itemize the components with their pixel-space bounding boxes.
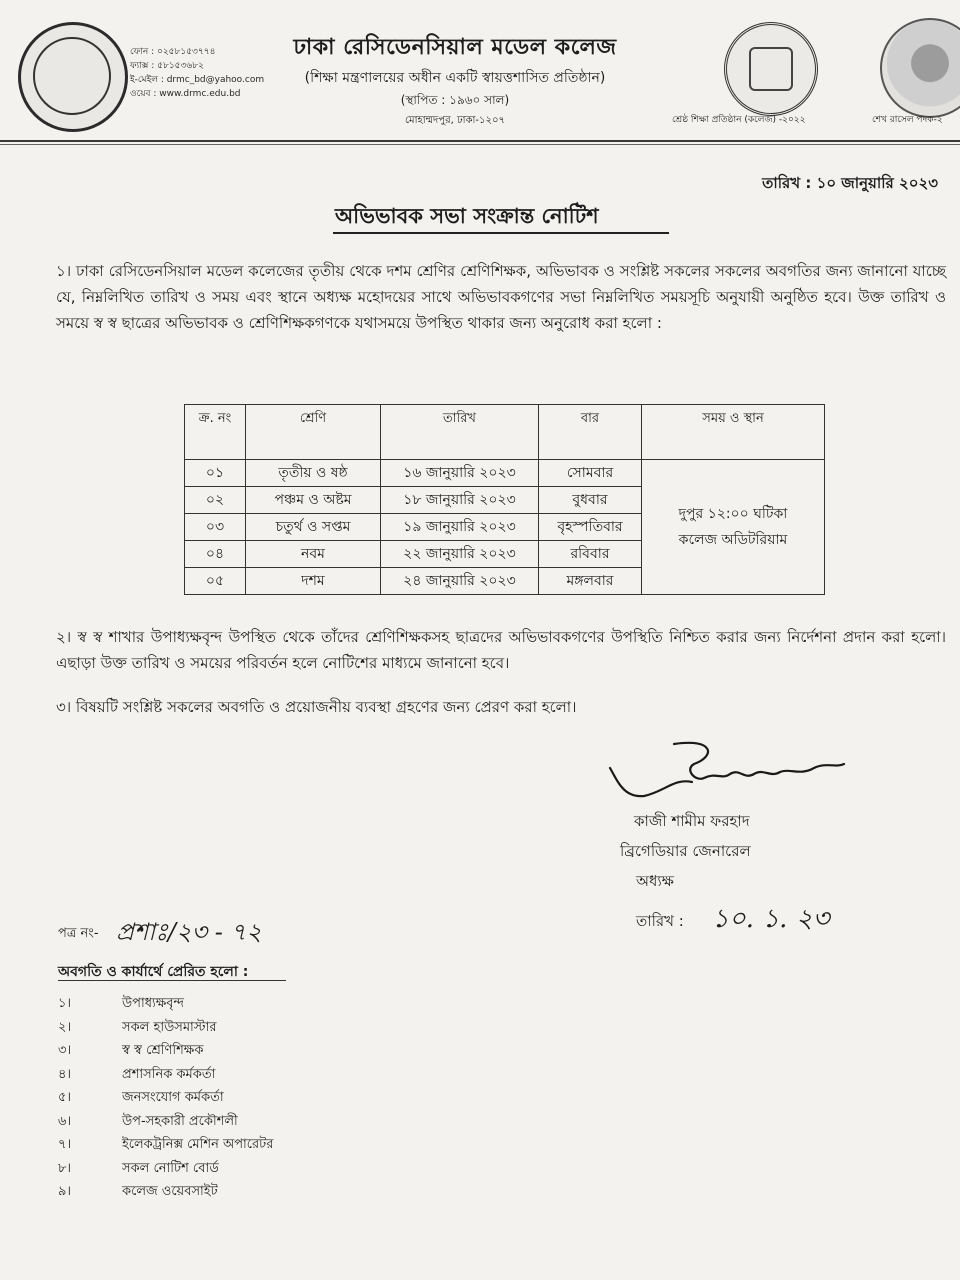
notice-date: তারিখ : ১০ জানুয়ারি ২০২৩ [762, 174, 938, 192]
cell-serial: ০২ [185, 487, 246, 514]
college-subtitle: (শিক্ষা মন্ত্রণালয়ের অধীন একটি স্বায়ত্তশাসিত প্রতিষ্ঠান) [304, 70, 606, 86]
item-number: ৮। [58, 1160, 72, 1176]
list-item [58, 1018, 273, 1042]
college-established: (স্থাপিত : ১৯৬০ সাল) [400, 93, 510, 107]
cell-date: ২৪ জানুয়ারি ২০২৩ [381, 568, 539, 595]
college-name: ঢাকা রেসিডেনসিয়াল মডেল কলেজ [293, 35, 617, 60]
item-number: ১। [58, 996, 72, 1011]
distribution-underline [58, 980, 286, 981]
list-item [58, 1088, 273, 1112]
cell-day: বৃহস্পতিবার [539, 514, 642, 541]
paragraph-2: ২। স্ব স্ব শাখার উপাধ্যক্ষবৃন্দ উপস্থিত থেকে তাঁদের শ্রেণিশিক্ষকসহ ছাত্রদের অভিভাবকগণের উপস্থিতি নিশ্চিত করার জন্য নির্দেশনা প্রদান করা হলো। এছাড়া উক্ত তারিখ ও সময়ের পরিবর্তন হলে নোটিশের মাধ্যমে জানানো হবে। [56, 628, 946, 672]
book-icon [749, 47, 793, 91]
paragraph-3: ৩। বিষয়টি সংশ্লিষ্ট সকলের অবগতি ও প্রয়োজনীয় ব্যবস্থা গ্রহণের জন্য প্রেরণ করা হলো। [56, 698, 577, 716]
cell-class: পঞ্চম ও অষ্টম [246, 487, 381, 514]
item-text: উপ-সহকারী প্রকৌশলী [122, 1113, 238, 1129]
contact-email: ই-মেইল : drmc_bd@yahoo.com [130, 75, 265, 85]
list-item [58, 1065, 273, 1089]
college-logo [18, 22, 128, 132]
time-text: দুপুর ১২:০০ ঘটিকা [678, 506, 788, 522]
item-number: ৯। [58, 1184, 72, 1199]
award-caption: শ্রেষ্ঠ শিক্ষা প্রতিষ্ঠান (কলেজ) -২০২২ [672, 115, 806, 125]
cell-class: দশম [246, 568, 381, 595]
item-text: প্রশাসনিক কর্মকর্তা [122, 1066, 216, 1082]
cell-class: নবম [246, 541, 381, 568]
list-item [58, 1159, 273, 1183]
header-time-place: সময় ও স্থান [642, 405, 825, 460]
item-number: ৪। [58, 1066, 72, 1082]
award-seal [724, 22, 818, 116]
list-item [58, 994, 273, 1018]
item-number: ২। [58, 1019, 72, 1035]
contact-web: ওয়েব : www.drmc.edu.bd [130, 89, 241, 99]
item-text: কলেজ ওয়েবসাইট [122, 1184, 218, 1199]
reference-number: প্রশাঃ/২৩ - ৭২ [116, 918, 262, 946]
list-item [58, 1112, 273, 1136]
header-divider-thin [0, 144, 960, 145]
item-number: ৭। [58, 1137, 72, 1152]
medal-caption: শেখ রাসেল পদক-২ [872, 115, 943, 125]
cell-date: ২২ জানুয়ারি ২০২৩ [381, 541, 539, 568]
signatory-name: কাজী শামীম ফরহাদ [634, 812, 750, 830]
header-date: তারিখ [381, 405, 539, 460]
cell-day: রবিবার [539, 541, 642, 568]
item-text: উপাধ্যক্ষবৃন্দ [122, 996, 184, 1011]
list-item [58, 1135, 273, 1159]
notice-title: অভিভাবক সভা সংক্রান্ত নোটিশ [335, 204, 599, 228]
item-text: স্ব স্ব শ্রেণিশিক্ষক [122, 1043, 204, 1058]
item-text: ইলেকট্রনিক্স মেশিন অপারেটর [122, 1137, 274, 1152]
reference-label: পত্র নং- [58, 926, 99, 941]
signatory-rank: ব্রিগেডিয়ার জেনারেল [620, 842, 751, 860]
cell-serial: ০৪ [185, 541, 246, 568]
cell-serial: ০১ [185, 460, 246, 487]
item-number: ৩। [58, 1043, 72, 1058]
signature-date-value: ১০. ১. ২৩ [712, 904, 830, 934]
cell-day: বুধবার [539, 487, 642, 514]
college-address: মোহাম্মদপুর, ঢাকা-১২০৭ [404, 115, 506, 126]
contact-fax: ফ্যাক্স : ৫৮১৫৩৬৮২ [130, 61, 204, 71]
table-header-row [185, 405, 825, 460]
signatory-post: অধ্যক্ষ [636, 872, 674, 890]
cell-time-place [642, 460, 825, 595]
cell-date: ১৮ জানুয়ারি ২০২৩ [381, 487, 539, 514]
contact-phone: ফোন : ০২৫৮১৫৩৭৭৪ [130, 47, 216, 57]
cell-serial: ০৩ [185, 514, 246, 541]
item-number: ৬। [58, 1113, 72, 1129]
schedule-table [184, 404, 825, 595]
contact-block [130, 45, 264, 101]
place-text: কলেজ অডিটরিয়াম [678, 532, 788, 548]
paragraph-1: ১। ঢাকা রেসিডেনসিয়াল মডেল কলেজের তৃতীয় থেকে দশম শ্রেণির শ্রেণিশিক্ষক, অভিভাবক ও সংশ্লিষ্ট সকলের সকলের অবগতির জন্য জানানো যাচ্ছে যে, নিম্নলিখিত তারিখ ও সময় এবং স্থানে অধ্যক্ষ মহোদয়ের সাথে অভিভাবকগণের সভা নিম্নলিখিত সময়সূচি অনুযায়ী অনুষ্ঠিত হবে। উক্ত তারিখ ও সময়ে স্ব স্ব ছাত্রের অভিভাবক ও শ্রেণিশিক্ষকগণকে যথাসময়ে উপস্থিত থাকার জন্য অনুরোধ করা হলো : [56, 262, 946, 332]
header-divider [0, 140, 960, 142]
item-text: জনসংযোগ কর্মকর্তা [122, 1090, 224, 1105]
header-serial: ক্র. নং [185, 405, 246, 460]
item-text: সকল নোটিশ বোর্ড [122, 1160, 219, 1176]
cell-day: মঙ্গলবার [539, 568, 642, 595]
distribution-title: অবগতি ও কার্যার্থে প্রেরিত হলো : [58, 964, 249, 980]
cell-day: সোমবার [539, 460, 642, 487]
cell-date: ১৯ জানুয়ারি ২০২৩ [381, 514, 539, 541]
title-underline [333, 232, 669, 234]
signature-mark [604, 738, 854, 808]
portrait-medal [880, 18, 960, 118]
table-row [185, 460, 825, 487]
distribution-list [58, 994, 273, 1206]
torch-icon [33, 37, 111, 115]
cell-serial: ০৫ [185, 568, 246, 595]
list-item [58, 1182, 273, 1206]
cell-date: ১৬ জানুয়ারি ২০২৩ [381, 460, 539, 487]
header-day: বার [539, 405, 642, 460]
item-number: ৫। [58, 1090, 72, 1105]
signature-date-label: তারিখ : [636, 912, 684, 930]
header-class: শ্রেণি [246, 405, 381, 460]
item-text: সকল হাউসমাস্টার [122, 1019, 217, 1035]
cell-class: চতুর্থ ও সপ্তম [246, 514, 381, 541]
cell-class: তৃতীয় ও ষষ্ঠ [246, 460, 381, 487]
list-item [58, 1041, 273, 1065]
